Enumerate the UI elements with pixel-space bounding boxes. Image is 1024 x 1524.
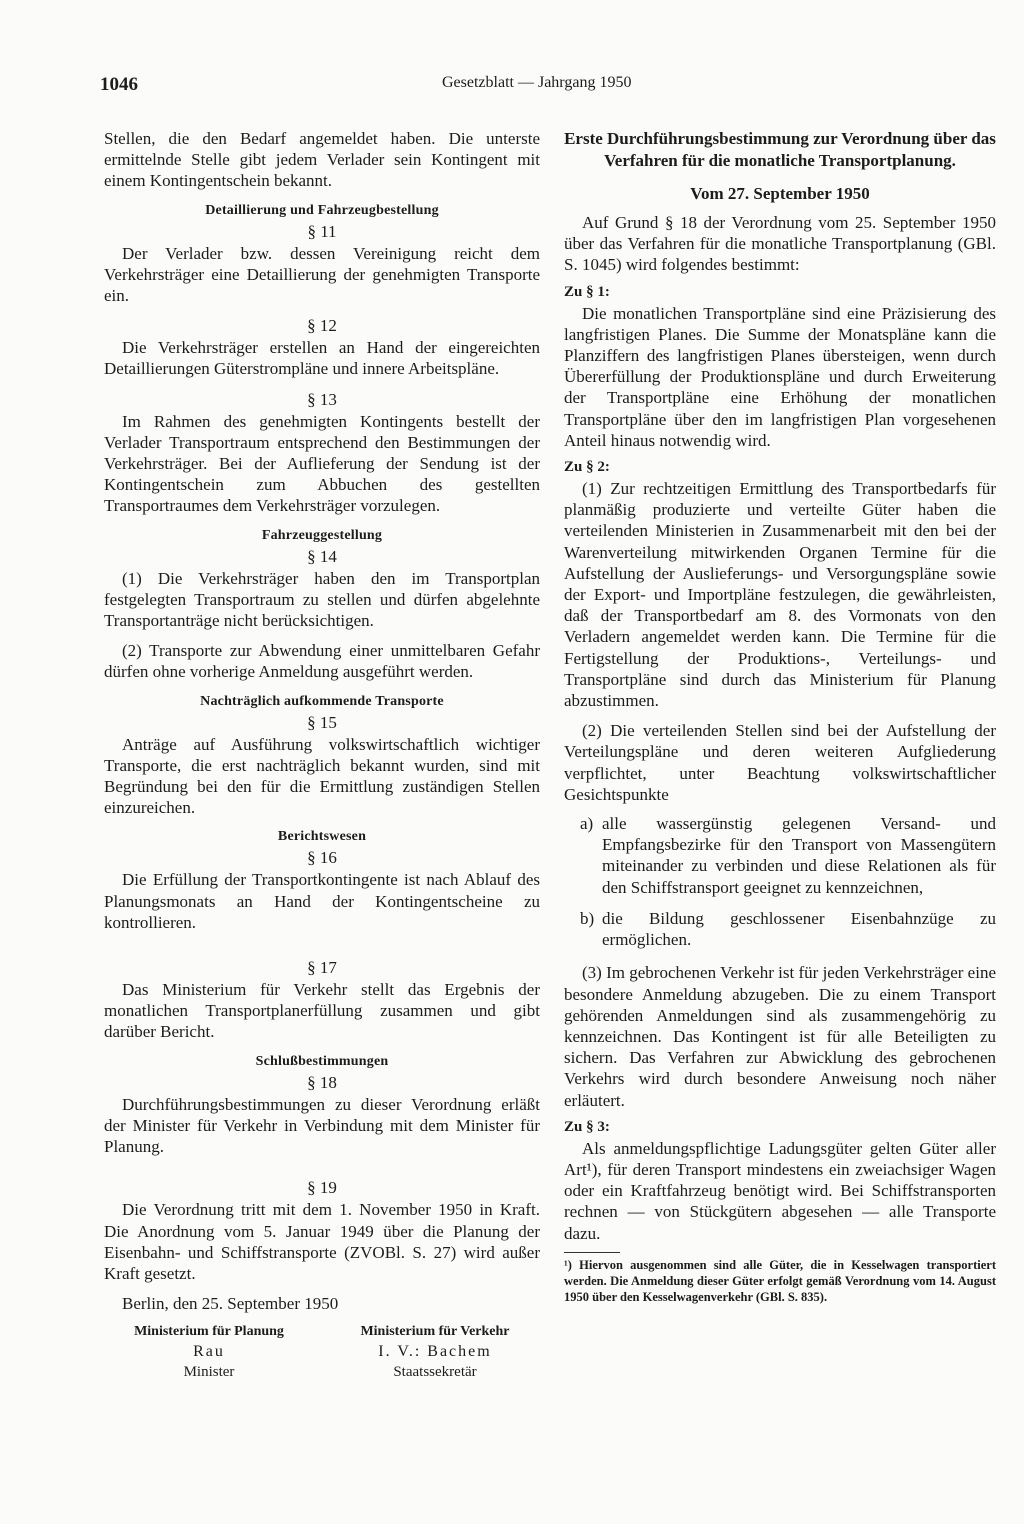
heading-schlussbestimmungen: Schlußbestimmungen: [255, 1053, 389, 1069]
signature-role: Minister: [183, 1364, 235, 1381]
section-12-text: Die Verkehrsträger erstellen an Hand der eingereichten Detaillierungen Güterstrompläne und innere Arbeitspläne.: [104, 338, 540, 379]
section-12-number: § 12: [307, 316, 337, 336]
list-text-b: die Bildung geschlossener Eisenbahnzüge zu ermöglichen.: [602, 908, 996, 950]
paragraph-intro: Stellen, die den Bedarf angemeldet haben. Die unterste ermittelnde Stelle gibt jedem Verlader sein Kontingent mit einem Kontingentschein bekannt.: [104, 129, 540, 191]
list-item-b: [564, 908, 996, 950]
zu-2-para-3: (3) Im gebrochenen Verkehr ist für jeden Verkehrsträger eine besondere Anmeldung abzugeben. Die zu einem Transport gehörenden Anmeldungen sind als zusammengehörig zu kennzeichnen. Das Kontingent ist für alle Beteiligten zu sichern. Das Verfahren zur Abwicklung des gebrochenen Verkehrs wird durch besondere Anweisung noch näher erläutert.: [564, 963, 996, 1110]
page-header: [100, 74, 980, 100]
right-column: [564, 128, 996, 1305]
section-17-text: Das Ministerium für Verkehr stellt das Ergebnis der monatlichen Transportplanerfüllung zusammen und gibt darüber Bericht.: [104, 980, 540, 1042]
section-19-text: Die Verordnung tritt mit dem 1. November 1950 in Kraft. Die Anordnung vom 5. Januar 1949 über die Planung der Eisenbahn- und Schiffstransporte (ZVOBl. S. 27) wird außer Kraft gesetzt.: [104, 1200, 540, 1283]
preamble: Auf Grund § 18 der Verordnung vom 25. September 1950 über das Verfahren für die monatliche Transportplanung (GBl. S. 1045) wird folgendes bestimmt:: [564, 213, 996, 275]
list-item-a: [564, 813, 996, 898]
heading-zu-1: Zu § 1:: [564, 283, 610, 300]
document-title: Erste Durchführungsbestimmung zur Verordnung über das Verfahren für die monatliche Transportplanung.: [564, 129, 996, 170]
heading-zu-2: Zu § 2:: [564, 459, 610, 476]
footnote: ¹) Hiervon ausgenommen sind alle Güter, die in Kesselwagen transportiert werden. Die Anmeldung dieser Güter erfolgt gemäß Verordnung vom 14. August 1950 über den Kesselwagenverkehr (GBl. S. 835).: [564, 1257, 996, 1304]
signature-role: Staatssekretär: [393, 1364, 477, 1381]
list-label-a: a): [580, 814, 594, 834]
heading-detaillierung: Detaillierung und Fahrzeugbestellung: [205, 202, 439, 218]
section-16-text: Die Erfüllung der Transportkontingente ist nach Ablauf des Planungsmonats an Hand der Kontingentscheine zu kontrollieren.: [104, 870, 540, 932]
list-text-a: alle wassergünstig gelegenen Versand- und Empfangsbezirke für den Transport von Massengütern miteinander zu verbinden und diese Relationen als für den Schiffstransport geeignet zu kennzeichnen,: [602, 814, 996, 897]
heading-fahrzeuggestellung: Fahrzeuggestellung: [261, 527, 383, 543]
running-title: Gesetzblatt — Jahrgang 1950: [442, 74, 632, 91]
list-label-b: b): [580, 908, 595, 928]
section-19-number: § 19: [307, 1178, 337, 1198]
place-date: Berlin, den 25. September 1950: [122, 1294, 339, 1314]
left-column: [104, 128, 540, 1382]
section-13-text: Im Rahmen des genehmigten Kontingents bestellt der Verlader Transportraum entsprechend den Bestimmungen der Verkehrsträger. Bei der Auflieferung der Sendung ist der Kontingentschein zum Abbuchen des gestellten Transportraumes dem Verkehrsträger vorzulegen.: [104, 411, 540, 516]
zu-1-text: Die monatlichen Transportpläne sind eine Präzisierung des langfristigen Planes. Die Summe der Monatspläne kann die Planziffern des langfristigen Planes übersteigen, wenn durch Übererfüllung der Produktionspläne und durch Erweiterung der Transportpläne eine Erhöhung der monatlichen Transportpläne über den im langfristigen Plan vorgesehenen Anteil hinaus notwendig wird.: [564, 303, 996, 450]
section-15-number: § 15: [307, 712, 337, 732]
footnote-divider: [564, 1252, 620, 1253]
section-14-para-1: (1) Die Verkehrsträger haben den im Transportplan festgelegten Transportraum zu stellen und dürfen abgelehnte Transportanträge nicht berücksichtigen.: [104, 568, 540, 631]
signature-verkehr: [330, 1322, 540, 1382]
section-11-text: Der Verlader bzw. dessen Vereinigung reicht dem Verkehrsträger eine Detaillierung der genehmigten Transporte ein.: [104, 243, 540, 306]
signature-planung: [104, 1322, 314, 1382]
zu-2-para-2: (2) Die verteilenden Stellen sind bei der Aufstellung der Verteilungspläne und deren weiteren Aufgliederung verpflichtet, unter Beachtung volkswirtschaftlicher Gesichtspunkte: [564, 721, 996, 804]
zu-3-text: Als anmeldungspflichtige Ladungsgüter gelten Güter aller Art¹), für deren Transport mindestens ein zweiachsiger Wagen oder ein Kraftfahrzeug benötigt wird. Bei Schiffstransporten rechnen — von Stückgütern abgesehen — alle Transporte dazu.: [564, 1138, 996, 1243]
heading-zu-3: Zu § 3:: [564, 1118, 610, 1135]
section-18-number: § 18: [307, 1072, 337, 1092]
section-14-para-2: (2) Transporte zur Abwendung einer unmittelbaren Gefahr dürfen ohne vorherige Anmeldung ausgeführt werden.: [104, 641, 540, 682]
signature-ministry: Ministerium für Planung: [134, 1324, 284, 1340]
page-number: 1046: [100, 74, 138, 95]
section-15-text: Anträge auf Ausführung volkswirtschaftlich wichtiger Transporte, die erst nachträglich bekannt wurden, sind mit Begründung bei den für die Ermittlung zuständigen Stellen einzureichen.: [104, 734, 540, 818]
signature-ministry: Ministerium für Verkehr: [360, 1324, 510, 1340]
zu-2-para-1: (1) Zur rechtzeitigen Ermittlung des Transportbedarfs für planmäßig produzierte und verteilte Güter haben die verteilenden Ministerien in Zusammenarbeit mit den bei der Warenverteilung mitwirkenden Organen Termine für die Aufstellung der Auslieferungs- und Versorgungspläne sowie der Export- und Importpläne festzulegen, die gewährleisten, daß der Transportbedarf am 8. des Vormonats von den Verladern angemeldet werden kann. Die Termine für die Fertigstellung der Produktions-, Verteilungs- und Transportpläne sind durch das Ministerium für Planung abzustimmen.: [564, 479, 996, 711]
section-11-number: § 11: [307, 221, 337, 241]
heading-nachtraeglich: Nachträglich aufkommende Transporte: [200, 693, 444, 709]
signature-block: [104, 1322, 540, 1382]
document-date: Vom 27. September 1950: [690, 184, 870, 203]
signature-name: I. V.: Bachem: [378, 1343, 492, 1361]
heading-berichtswesen: Berichtswesen: [277, 829, 367, 845]
section-17-number: § 17: [307, 958, 337, 978]
section-16-number: § 16: [307, 848, 337, 868]
section-14-number: § 14: [307, 546, 337, 566]
signature-name: Rau: [193, 1343, 225, 1361]
section-18-text: Durchführungsbestimmungen zu dieser Verordnung erläßt der Minister für Verkehr in Verbindung mit dem Minister für Planung.: [104, 1094, 540, 1157]
section-13-number: § 13: [307, 389, 337, 409]
